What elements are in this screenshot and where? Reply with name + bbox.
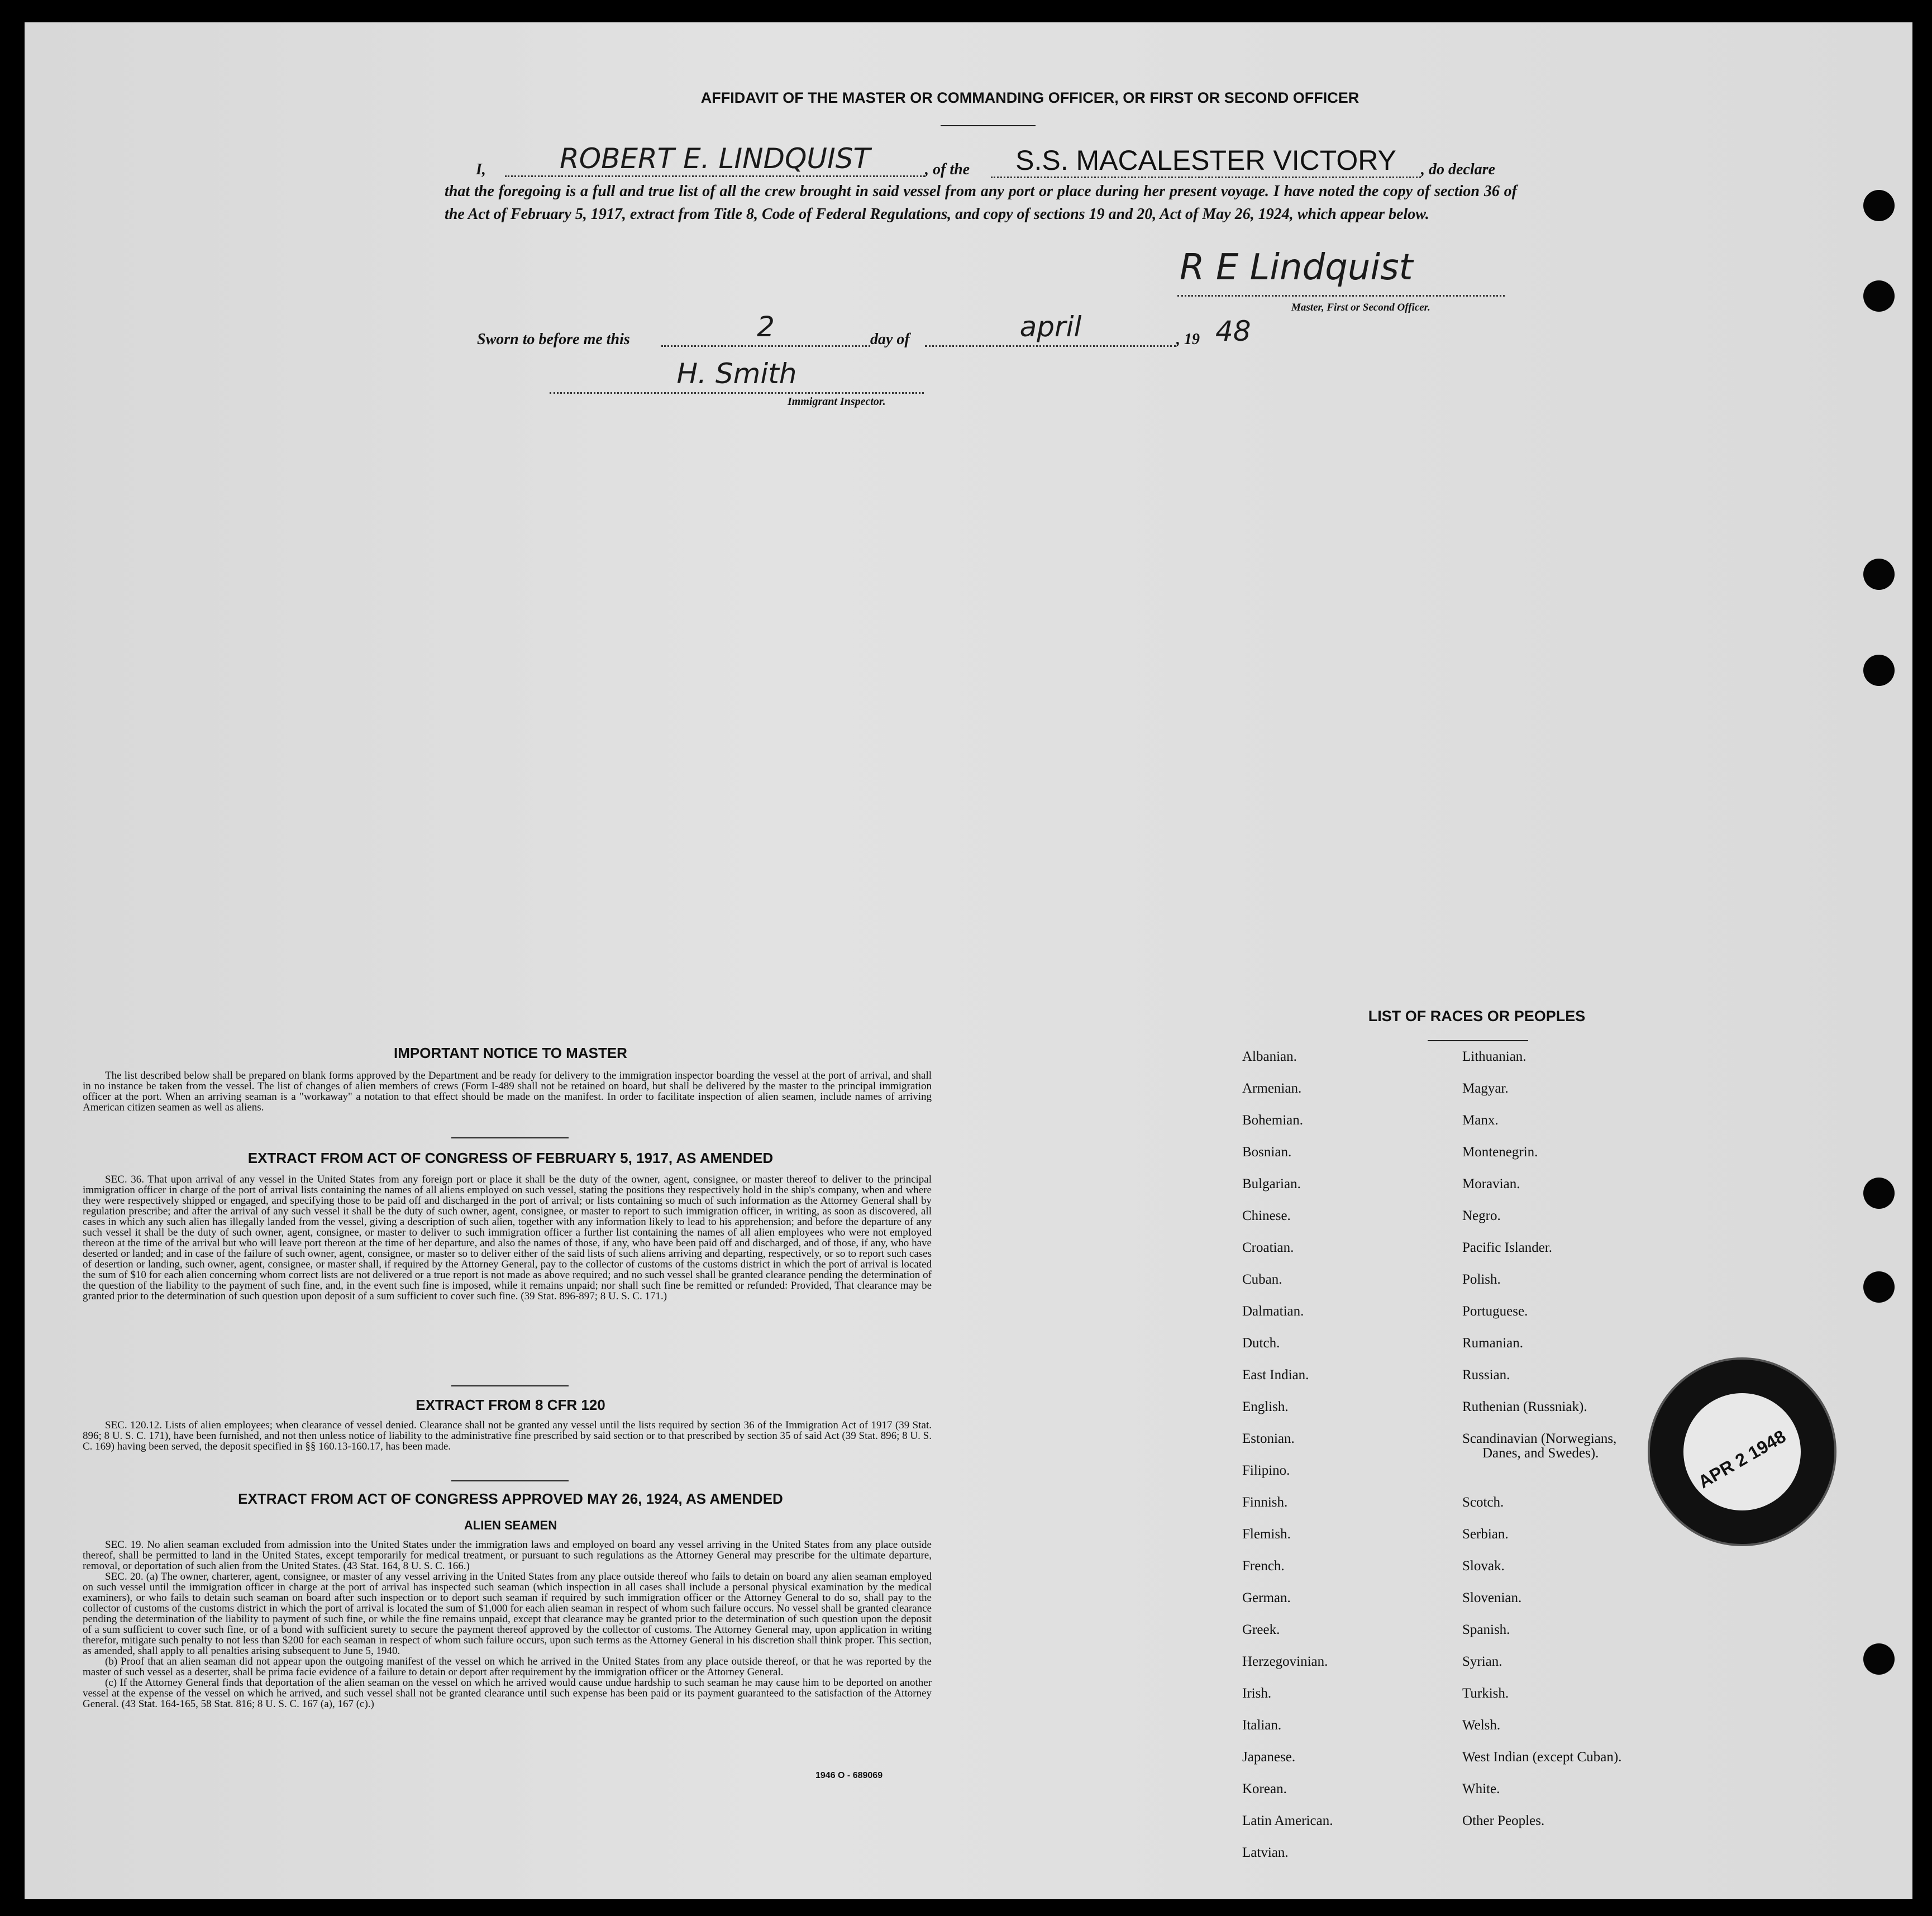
extract-cfr-title: EXTRACT FROM 8 CFR 120 [416, 1397, 605, 1413]
race-item: Croatian. [1242, 1240, 1294, 1255]
race-item: Latvian. [1242, 1845, 1289, 1860]
extract-cfr-text [83, 1420, 932, 1452]
sworn-day: 2 [661, 311, 870, 347]
race-item: Welsh. [1462, 1718, 1501, 1733]
divider [1428, 1040, 1528, 1041]
race-item: Turkish. [1462, 1686, 1509, 1701]
race-item: Ruthenian (Russniak). [1462, 1399, 1587, 1414]
date-stamp-text: APR 2 1948 [1695, 1426, 1790, 1493]
extract-1917-paragraph: SEC. 36. That upon arrival of any vessel in the United States from any foreign port or place it shall be the duty of the owner, agent, consignee, or master thereof to deliver to the principal immigration officer in charge of the port of arrival lists containing the names of all aliens employed on such vessel, stating the positions they respectively hold in the ship's company, when and where they were respectively shipped or engaged, and specifying those to be paid off and discharged in the port of arrival; or lists containing so much of such information as the Attorney General shall by regulation prescribe; and after the arrival of any such vessel it shall be the duty of such owner, agent, consignee, or master to report to such immigration officer, in writing, as soon as discovered, all cases in which any such alien has illegally landed from the vessel, giving a description of such alien, together with any information likely to lead to his apprehension; and before the departure of any such vessel it shall be the duty of such owner, agent, consignee, or master to deliver to such immigration officer a further list containing the names of all alien employees who were not employed thereon at the time of the arrival but who will leave port thereon at the time of her departure, and also the names of those, if any, who have been paid off and discharged, and of those, if any, who have deserted or landed; and in case of the failure of such owner, agent, consignee, or master so to deliver either of the said lists of such aliens arriving and departing, respectively, or so to report such cases of desertion or landing, such owner, agent, consignee, or master shall, if required by the Attorney General, pay to the collector of customs of the customs district in which the port of arrival is located the sum of $10 for each alien concerning whom correct lists are not delivered or a true report is not made as above required; and no such vessel shall be granted clearance pending the determination of the question of the liability to the payment of such fine, and, in the event such fine is imposed, while it remains unpaid; nor shall such fine be remitted or refunded: Provided, That clearance may be granted prior to the determination of such question upon deposit of a sum sufficient to cover such fine. (39 Stat. 896-897; 8 U. S. C. 171.) [83, 1174, 932, 1302]
day-of-label: day of [870, 331, 910, 348]
race-item: Rumanian. [1462, 1336, 1524, 1351]
signature-line [1177, 286, 1505, 297]
race-item: Herzegovinian. [1242, 1654, 1328, 1669]
sworn-month: april [925, 311, 1176, 347]
binder-hole [1863, 280, 1895, 312]
divider [451, 1137, 569, 1138]
notice-title: IMPORTANT NOTICE TO MASTER [394, 1045, 627, 1061]
binder-hole [1863, 1643, 1895, 1675]
divider [451, 1385, 569, 1386]
race-item: Flemish. [1242, 1527, 1291, 1542]
extract-1924-text [83, 1540, 932, 1709]
race-item: White. [1462, 1781, 1500, 1796]
races-title: LIST OF RACES OR PEOPLES [1368, 1008, 1586, 1024]
race-item: English. [1242, 1399, 1289, 1414]
year-prefix: , 19 [1176, 331, 1200, 348]
binder-hole [1863, 190, 1895, 221]
master-signature: R E Lindquist [1180, 247, 1413, 288]
race-item: East Indian. [1242, 1367, 1309, 1383]
race-item: Bosnian. [1242, 1145, 1292, 1160]
divider [941, 125, 1036, 126]
race-item: Dalmatian. [1242, 1304, 1304, 1319]
master-name: ROBERT E. LINDQUIST [505, 142, 925, 177]
race-item: Irish. [1242, 1686, 1272, 1701]
race-item: Bohemian. [1242, 1113, 1304, 1128]
date-stamp [1648, 1357, 1836, 1546]
race-item: Portuguese. [1462, 1304, 1528, 1319]
binder-hole [1863, 1178, 1895, 1209]
sec-20b-paragraph: (b) Proof that an alien seaman did not appear upon the outgoing manifest of the vessel on which he arrived in the United States from any place outside thereof, or that he was reported by the master of such vessel as a deserter, shall be prima facie evidence of a failure to detain or deport after requirement by the immigration officer or the Attorney General. [83, 1656, 932, 1678]
race-item: Cuban. [1242, 1272, 1282, 1287]
race-item: Estonian. [1242, 1431, 1295, 1446]
race-item: Montenegrin. [1462, 1145, 1538, 1160]
binder-hole [1863, 1271, 1895, 1303]
race-item: Moravian. [1462, 1176, 1520, 1191]
race-item: Russian. [1462, 1367, 1510, 1383]
race-item: Finnish. [1242, 1495, 1288, 1510]
i-label: I, [476, 161, 486, 178]
race-item: Lithuanian. [1462, 1049, 1526, 1064]
race-item: Polish. [1462, 1272, 1501, 1287]
race-item: Manx. [1462, 1113, 1499, 1128]
race-item: Korean. [1242, 1781, 1287, 1796]
do-declare-label: , do declare [1421, 161, 1495, 178]
of-the-label: , of the [925, 161, 970, 178]
affidavit-title: AFFIDAVIT OF THE MASTER OR COMMANDING OFFICER, OR FIRST OR SECOND OFFICER [700, 89, 1359, 106]
race-item: Slovak. [1462, 1558, 1505, 1574]
race-item: Japanese. [1242, 1750, 1296, 1765]
race-item: Dutch. [1242, 1336, 1280, 1351]
sec-20a-paragraph: SEC. 20. (a) The owner, charterer, agent, consignee, or master of any vessel arriving in the United States from any place outside thereof who fails to detain on board any alien seaman employed on such vessel until the immigration officer in charge at the port of arrival has inspected such seaman (which inspection in all cases shall include a personal physical examination by the medical examiners), or who fails to detain such seaman on board after such inspection or to deport such seaman if required by such immigration officer or the Attorney General to do so, shall pay to the collector of customs of the customs district in which the port of arrival is located the sum of $1,000 for each alien seaman in respect of whom such failure occurs. No vessel shall be granted clearance pending the determination of the liability to payment of such fine, or while the fine remains unpaid, except that clearance may be granted prior to the determination of such question upon the deposit of a sum sufficient to cover such fine, or of a bond with sufficient surety to secure the payment thereof approved by the collector of customs. The Attorney General may, upon application in writing therefor, mitigate such penalty to not less than $200 for each seaman in respect of whom such failure occurs, upon such terms as the Attorney General in his discretion shall think proper. This section, as amended, shall apply to all penalties arising subsequent to June 5, 1940. [83, 1571, 932, 1657]
sworn-label: Sworn to before me this [477, 331, 630, 348]
sworn-year: 48 [1215, 315, 1251, 347]
extract-cfr-paragraph: SEC. 120.12. Lists of alien employees; when clearance of vessel denied. Clearance shall not be granted any vessel until the lists required by section 36 of the Immigration Act of 1917 (39 Stat. 896; 8 U. S. C. 171), have been furnished, and not then unless notice of liability to the administrative fine prescribed by said section or to that prescribed by section 35 of said Act (39 Stat. 896; 8 U. S. C. 169) having been served, the deposit specified in §§ 160.13-160.17, has been made. [83, 1419, 932, 1452]
printer-code: 1946 O - 689069 [815, 1771, 883, 1780]
race-item: Albanian. [1242, 1049, 1297, 1064]
master-caption: Master, First or Second Officer. [1291, 302, 1430, 313]
race-item: Scotch. [1462, 1495, 1504, 1510]
affidavit-body: that the foregoing is a full and true list of all the crew brought in said vessel from any port or place during her present voyage. I have noted the copy of section 36 of the Act of February 5, 1917, extract from Title 8, Code of Federal Regulations, and copy of sections 19 and 20, Act of May 26, 1924, which appear below. [445, 183, 1517, 223]
vessel-name: S.S. MACALESTER VICTORY [991, 144, 1421, 178]
sec-20c-paragraph: (c) If the Attorney General finds that deportation of the alien seaman on the vessel on which he arrived would cause undue hardship to such seaman he may cause him to be deported on another vessel at the expense of the vessel on which he arrived, and such vessel shall not be granted clearance until such expense has been paid or its payment guaranteed to the satisfaction of the Attorney General. (43 Stat. 164-165, 58 Stat. 816; 8 U. S. C. 167 (a), 167 (c).) [83, 1677, 932, 1710]
race-item: Greek. [1242, 1622, 1280, 1637]
race-item: Scandinavian (Norwegians, [1462, 1431, 1617, 1446]
divider [451, 1480, 569, 1481]
race-item: Chinese. [1242, 1208, 1291, 1223]
date-stamp-center [1683, 1393, 1801, 1510]
race-item: Bulgarian. [1242, 1176, 1301, 1191]
race-item: Filipino. [1242, 1463, 1290, 1478]
notice-text [83, 1070, 932, 1113]
inspector-caption: Immigrant Inspector. [788, 395, 886, 408]
alien-seamen-subtitle: ALIEN SEAMEN [464, 1518, 557, 1532]
race-item: Magyar. [1462, 1081, 1509, 1096]
race-item: German. [1242, 1590, 1291, 1605]
race-item: Spanish. [1462, 1622, 1510, 1637]
extract-1917-title: EXTRACT FROM ACT OF CONGRESS OF FEBRUARY 5, 1917, AS AMENDED [247, 1150, 774, 1166]
race-item: Pacific Islander. [1462, 1240, 1553, 1255]
extract-1924-title: EXTRACT FROM ACT OF CONGRESS APPROVED MAY 26, 1924, AS AMENDED [238, 1490, 783, 1507]
document-page [25, 22, 1912, 1899]
race-item: French. [1242, 1558, 1285, 1574]
extract-1917-text [83, 1174, 932, 1302]
inspector-signature: H. Smith [550, 358, 924, 394]
race-item: Latin American. [1242, 1813, 1333, 1828]
race-item: Syrian. [1462, 1654, 1502, 1669]
race-item: Armenian. [1242, 1081, 1302, 1096]
race-item: Slovenian. [1462, 1590, 1522, 1605]
race-item: Danes, and Swedes). [1482, 1446, 1599, 1461]
binder-hole [1863, 559, 1895, 590]
race-item: Italian. [1242, 1718, 1282, 1733]
race-item: West Indian (except Cuban). [1462, 1750, 1622, 1765]
sec-19-paragraph: SEC. 19. No alien seaman excluded from admission into the United States under the immigration laws and employed on board any vessel arriving in the United States from any place outside thereof, shall be permitted to land in the United States, except temporarily for medical treatment, or pursuant to such regulations as the Attorney General may prescribe for the ultimate departure, removal, or deportation of such alien from the United States. (43 Stat. 164, 8 U. S. C. 166.) [83, 1539, 932, 1572]
notice-paragraph: The list described below shall be prepared on blank forms approved by the Department and be ready for delivery to the immigration inspector boarding the vessel at the port of arrival, and shall in no instance be taken from the vessel. The list of changes of alien members of crews (Form I-489 shall not be retained on board, but shall be delivered by the master to the principal immigration officer at the port. When an arriving seaman is a "workaway" a notation to that effect should be made on the manifest. In order to facilitate inspection of alien seamen, include names of arriving American citizen seamen as well as aliens. [83, 1070, 932, 1113]
race-item: Serbian. [1462, 1527, 1509, 1542]
race-item: Negro. [1462, 1208, 1501, 1223]
race-item: Other Peoples. [1462, 1813, 1545, 1828]
binder-hole [1863, 655, 1895, 686]
